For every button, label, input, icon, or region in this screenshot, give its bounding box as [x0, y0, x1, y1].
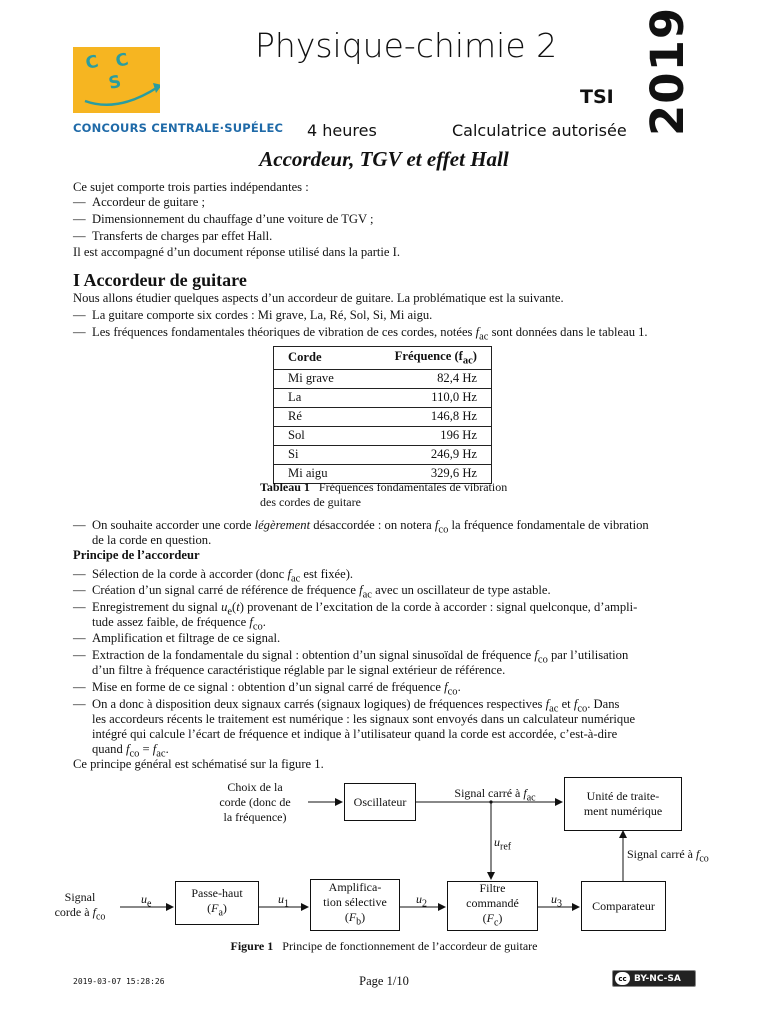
- step-2: Création d’un signal carré de référence de fréquence $f_{ac}$ avec un oscillateur de type astable.: [92, 583, 551, 601]
- cell-frequence: 196 Hz: [361, 426, 492, 445]
- cell-corde: La: [274, 388, 362, 407]
- figure-caption: Figure 1 Principe de fonctionnement de l’accordeur de guitare: [230, 939, 538, 953]
- step-3-cont: tude assez faible, de fréquence $f_{co}$.: [92, 615, 266, 633]
- u3-label: $u_3$: [551, 892, 562, 910]
- subject-title: Physique-chimie 2: [255, 26, 558, 65]
- cell-corde: Ré: [274, 407, 362, 426]
- dash: —: [73, 697, 86, 711]
- signal-ac-label: Signal carré à $f_{ac}$: [454, 786, 536, 804]
- dash: —: [73, 600, 86, 614]
- logo-caption: CONCOURS CENTRALE·SUPÉLEC: [73, 121, 284, 135]
- table-row: [274, 369, 492, 388]
- dash: —: [73, 567, 86, 581]
- uref-label: $u_{ref}$: [494, 835, 512, 853]
- license-badge[interactable]: [612, 970, 696, 987]
- table-row: [274, 407, 492, 426]
- intro-item: Dimensionnement du chauffage d’une voiture de TGV ;: [92, 212, 374, 226]
- cell-corde: Sol: [274, 426, 362, 445]
- dash: —: [73, 308, 86, 322]
- intro-lead: Ce sujet comporte trois parties indépendantes :: [73, 180, 309, 194]
- intro-item: Accordeur de guitare ;: [92, 195, 205, 209]
- ampli-selective-block: Amplifica- tion sélective $(F_b)$: [310, 879, 400, 931]
- svg-text:C: C: [113, 49, 131, 72]
- dash: —: [73, 229, 86, 243]
- calculator-label: Calculatrice autorisée: [452, 121, 627, 140]
- cell-frequence: 329,6 Hz: [361, 464, 492, 483]
- choix-label: Choix de la corde (donc de la fréquence): [219, 780, 291, 824]
- filiere-label: TSI: [580, 86, 614, 108]
- oscillateur-block: Oscillateur: [344, 783, 416, 821]
- dash: —: [73, 325, 86, 339]
- signal-corde-label: Signal corde à $f_{co}$: [54, 890, 106, 923]
- year-label: 2019: [641, 6, 694, 136]
- signal-co-label: Signal carré à $f_{co}$: [627, 847, 709, 865]
- cc-icon: cc: [615, 972, 630, 985]
- intro-closing: Il est accompagné d’un document réponse utilisé dans la partie I.: [73, 245, 400, 259]
- frequencies-item: Les fréquences fondamentales théoriques de vibration de ces cordes, notées $f_{ac}$ sont données dans le tableau 1.: [92, 325, 648, 343]
- strings-item: La guitare comporte six cordes : Mi grave, La, Ré, Sol, Si, Mi aigu.: [92, 308, 433, 322]
- schema-intro: Ce principe général est schématisé sur la figure 1.: [73, 757, 324, 771]
- step-5-cont: d’un filtre à fréquence caractéristique réglable par le signal extérieur de référence.: [92, 663, 506, 677]
- svg-text:C: C: [83, 51, 101, 74]
- section1-lead: Nous allons étudier quelques aspects d’un accordeur de guitare. La problématique est la suivante.: [73, 291, 564, 305]
- principle-heading: Principe de l’accordeur: [73, 548, 200, 562]
- comparateur-block: Comparateur: [581, 881, 666, 931]
- step-7-cont: intégré qui calcule l’écart de fréquence et indique à l’utilisateur quand la corde est accordée, c’est-à-dire: [92, 727, 618, 741]
- svg-text:S: S: [106, 71, 124, 94]
- cell-corde: Mi grave: [274, 369, 362, 388]
- step-6: Mise en forme de ce signal : obtention d’un signal carré de fréquence $f_{co}$.: [92, 680, 461, 698]
- cell-frequence: 82,4 Hz: [361, 369, 492, 388]
- passe-haut-block: Passe-haut $(F_a)$: [175, 881, 259, 925]
- cell-corde: Mi aigu: [274, 464, 362, 483]
- footer-date: 2019-03-07 15:28:26: [73, 977, 165, 986]
- column-header-corde: Corde: [274, 347, 362, 370]
- license-text: BY-NC-SA: [634, 973, 681, 984]
- table-caption: Tableau 1 Fréquences fondamentales de vibration des cordes de guitare: [260, 480, 508, 509]
- unite-numerique-block: Unité de traite- ment numérique: [564, 777, 682, 831]
- column-header-frequence: Fréquence $(f_{ac})$: [361, 347, 492, 370]
- duration-label: 4 heures: [307, 121, 377, 140]
- step-7: On a donc à disposition deux signaux carrés (signaux logiques) de fréquences respectives $f_{ac}$ et $f_{co}$. Dans: [92, 697, 620, 715]
- ue-label: $u_e$: [141, 892, 152, 910]
- step-7-cont: les accordeurs récents le traitement est numérique : les signaux sont envoyés dans un calculateur numérique: [92, 712, 636, 726]
- dash: —: [73, 583, 86, 597]
- ccs-logo: [73, 47, 160, 113]
- table-header-row: [274, 347, 492, 370]
- ccs-logo-graphic: [73, 47, 160, 113]
- cell-corde: Si: [274, 445, 362, 464]
- cell-frequence: 110,0 Hz: [361, 388, 492, 407]
- block-diagram: [40, 775, 740, 935]
- u2-label: $u_2$: [416, 892, 427, 910]
- step-3: Enregistrement du signal $u_e(t)$ provenant de l’excitation de la corde à accorder : signal quelconque, d’ampli-: [92, 600, 638, 618]
- main-title: Accordeur, TGV et effet Hall: [259, 147, 509, 171]
- page-number: Page 1/10: [359, 974, 409, 988]
- tuning-item: On souhaite accorder une corde légèrement désaccordée : on notera $f_{co}$ la fréquence fondamentale de vibration: [92, 518, 649, 536]
- step-4: Amplification et filtrage de ce signal.: [92, 631, 281, 645]
- step-7-cont: quand $f_{co} = f_{ac}$.: [92, 742, 169, 760]
- frequency-table: [273, 346, 492, 484]
- dash: —: [73, 631, 86, 645]
- cell-frequence: 246,9 Hz: [361, 445, 492, 464]
- section-heading: I Accordeur de guitare: [73, 270, 247, 290]
- table-row: [274, 426, 492, 445]
- step-5: Extraction de la fondamentale du signal : obtention d’un signal sinusoïdal de fréquence $f_{co}$ par l’utilisation: [92, 648, 629, 666]
- filtre-commande-block: Filtre commandé $(F_c)$: [447, 881, 538, 931]
- intro-item: Transferts de charges par effet Hall.: [92, 229, 273, 243]
- dash: —: [73, 518, 86, 532]
- dash: —: [73, 648, 86, 662]
- u1-label: $u_1$: [278, 892, 289, 910]
- tuning-item-cont: de la corde en question.: [92, 533, 212, 547]
- dash: —: [73, 195, 86, 209]
- table-row: [274, 388, 492, 407]
- step-1: Sélection de la corde à accorder (donc $f_{ac}$ est fixée).: [92, 567, 354, 585]
- table-row: [274, 445, 492, 464]
- cell-frequence: 146,8 Hz: [361, 407, 492, 426]
- dash: —: [73, 680, 86, 694]
- dash: —: [73, 212, 86, 226]
